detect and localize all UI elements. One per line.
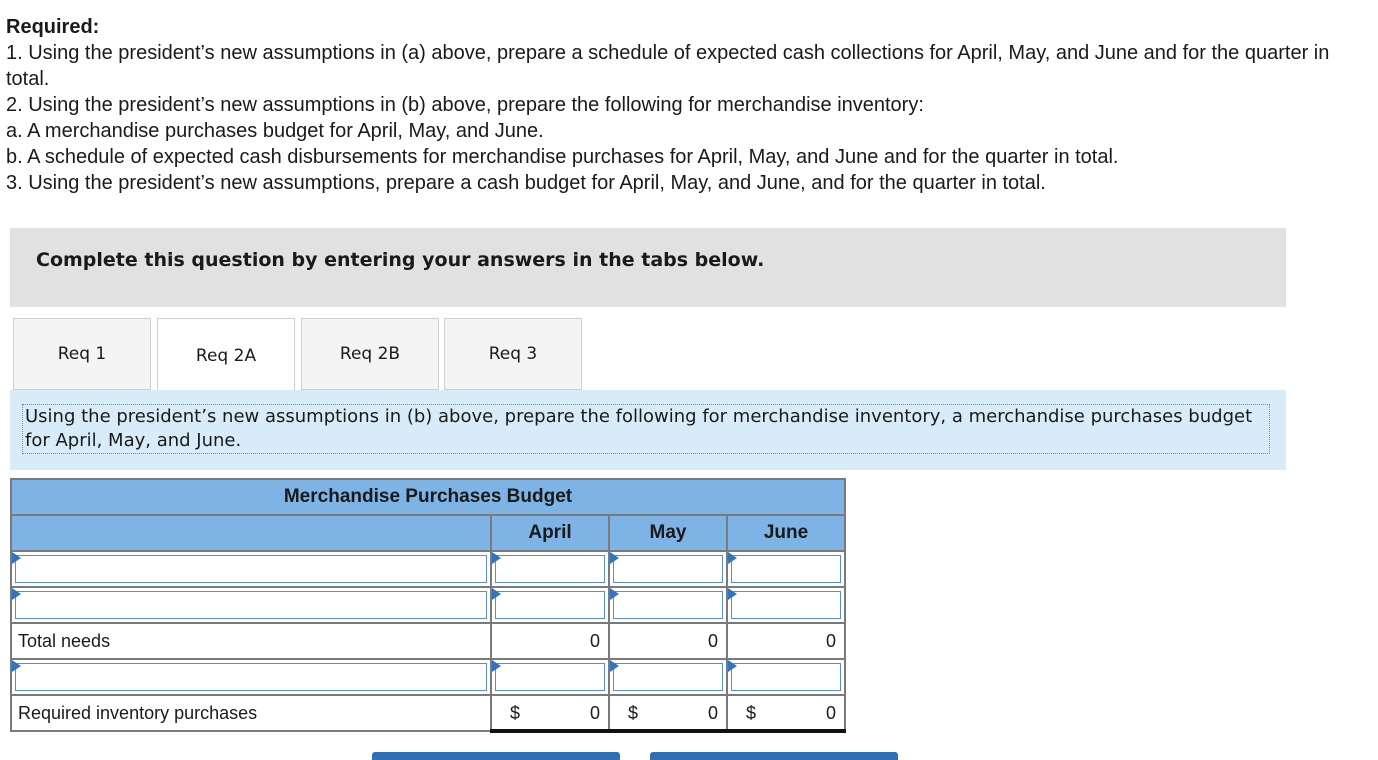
budget-title: Merchandise Purchases Budget xyxy=(11,479,845,515)
tab-req-1[interactable]: Req 1 xyxy=(13,318,151,390)
row2-label-input[interactable] xyxy=(11,587,491,623)
row4-may-input[interactable] xyxy=(609,659,727,695)
row4-june-input[interactable] xyxy=(727,659,845,695)
row2-june-input[interactable] xyxy=(727,587,845,623)
input-marker-icon xyxy=(492,660,501,672)
row4-april-input[interactable] xyxy=(491,659,609,695)
required-purchases-label: Required inventory purchases xyxy=(11,695,491,731)
total-needs-april: 0 xyxy=(491,623,609,659)
input-marker-icon xyxy=(728,660,737,672)
input-marker-icon xyxy=(610,552,619,564)
input-marker-icon xyxy=(492,552,501,564)
month-april: April xyxy=(491,515,609,551)
required-title: Required: xyxy=(6,16,100,38)
tab-content-header xyxy=(10,390,1286,470)
total-needs-june: 0 xyxy=(727,623,845,659)
merchandise-purchases-budget xyxy=(10,478,846,733)
required-purchases-april: $ 0 xyxy=(491,695,609,731)
requirement-1: 1. Using the president’s new assumptions in (a) above, prepare a schedule of expected cash collections for April, May, and June and for the quarter in total. xyxy=(6,42,1330,90)
input-marker-icon xyxy=(12,552,21,564)
row1-april-input[interactable] xyxy=(491,551,609,587)
input-marker-icon xyxy=(12,588,21,600)
requirement-2b: b. A schedule of expected cash disbursements for merchandise purchases for April, May, and June and for the quarter in total. xyxy=(6,146,1119,168)
total-needs-label: Total needs xyxy=(11,623,491,659)
table-row xyxy=(11,587,845,623)
banner-text: Complete this question by entering your answers in the tabs below. xyxy=(36,249,765,271)
table-row xyxy=(11,551,845,587)
input-marker-icon xyxy=(610,660,619,672)
month-may: May xyxy=(609,515,727,551)
tab-instruction: Using the president’s new assumptions in (b) above, prepare the following for merchandise inventory, a merchandise purchases budget for April, May, and June. xyxy=(22,404,1270,454)
input-marker-icon xyxy=(728,588,737,600)
label-column-header xyxy=(11,515,491,551)
instructions-banner xyxy=(10,228,1286,307)
tab-req-3[interactable]: Req 3 xyxy=(444,318,582,390)
tab-req-2b[interactable]: Req 2B xyxy=(301,318,439,390)
next-tab-button[interactable] xyxy=(650,752,898,760)
tab-req-2a[interactable]: Req 2A xyxy=(157,318,295,392)
required-purchases-june: $ 0 xyxy=(727,695,845,731)
input-marker-icon xyxy=(492,588,501,600)
total-needs-may: 0 xyxy=(609,623,727,659)
row2-may-input[interactable] xyxy=(609,587,727,623)
requirement-2a: a. A merchandise purchases budget for April, May, and June. xyxy=(6,120,544,142)
requirements xyxy=(6,14,1366,196)
row1-may-input[interactable] xyxy=(609,551,727,587)
prev-tab-button[interactable] xyxy=(372,752,620,760)
row1-label-input[interactable] xyxy=(11,551,491,587)
month-june: June xyxy=(727,515,845,551)
table-row-required-purchases xyxy=(11,695,845,731)
requirement-2: 2. Using the president’s new assumptions in (b) above, prepare the following for merchandise inventory: xyxy=(6,94,924,116)
required-purchases-may: $ 0 xyxy=(609,695,727,731)
input-marker-icon xyxy=(610,588,619,600)
row1-june-input[interactable] xyxy=(727,551,845,587)
requirement-3: 3. Using the president’s new assumptions, prepare a cash budget for April, May, and June, and for the quarter in total. xyxy=(6,172,1046,194)
row2-april-input[interactable] xyxy=(491,587,609,623)
row4-label-input[interactable] xyxy=(11,659,491,695)
table-row xyxy=(11,659,845,695)
table-row-total-needs xyxy=(11,623,845,659)
input-marker-icon xyxy=(12,660,21,672)
input-marker-icon xyxy=(728,552,737,564)
